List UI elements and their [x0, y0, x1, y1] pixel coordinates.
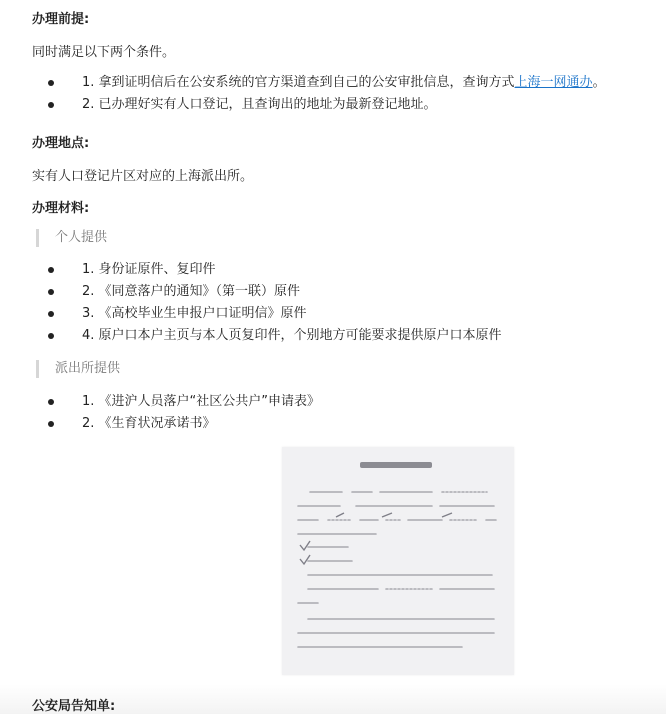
prerequisites-intro: 同时满足以下两个条件。: [32, 45, 176, 60]
bullet-icon: [48, 311, 54, 317]
bullet-icon: [48, 399, 54, 405]
birth-status-commitment-document-image: [282, 447, 514, 675]
police-station-provide-label: 派出所提供: [36, 360, 120, 378]
list-item-text: 2. 已办理好实有人口登记，且查询出的地址为最新登记地址。: [82, 97, 437, 112]
bullet-icon: [48, 333, 54, 339]
list-item-text: 4. 原户口本户主页与本人页复印件，个别地方可能要求提供原户口本原件: [82, 328, 502, 343]
heading-police-notice: 公安局告知单:: [32, 699, 116, 714]
list-item-text: 1. 拿到证明信后在公安系统的官方渠道查到自己的公安审批信息，查询方式: [82, 75, 515, 90]
heading-location: 办理地点:: [32, 136, 90, 151]
list-item-text: 2. 《同意落户的通知》（第一联）原件: [82, 284, 301, 299]
bullet-icon: [48, 289, 54, 295]
list-item-text: 1. 身份证原件、复印件: [82, 262, 216, 277]
list-item-text: 1. 《进沪人员落户“社区公共户”申请表》: [82, 394, 321, 409]
list-item-text: 2. 《生育状况承诺书》: [82, 416, 216, 431]
bullet-icon: [48, 267, 54, 273]
heading-materials: 办理材料:: [32, 201, 90, 216]
location-text: 实有人口登记片区对应的上海派出所。: [32, 169, 254, 184]
list-item-suffix: 。: [592, 75, 606, 90]
bullet-icon: [48, 102, 54, 108]
scanned-document-illustration: [282, 447, 514, 675]
bullet-icon: [48, 421, 54, 427]
list-item-text: 3. 《高校毕业生申报户口证明信》原件: [82, 306, 307, 321]
heading-prerequisites: 办理前提:: [32, 12, 90, 27]
shanghai-yiwangtongban-link[interactable]: 上海一网通办: [514, 75, 593, 90]
personal-provide-label: 个人提供: [36, 229, 107, 247]
bullet-icon: [48, 80, 54, 86]
